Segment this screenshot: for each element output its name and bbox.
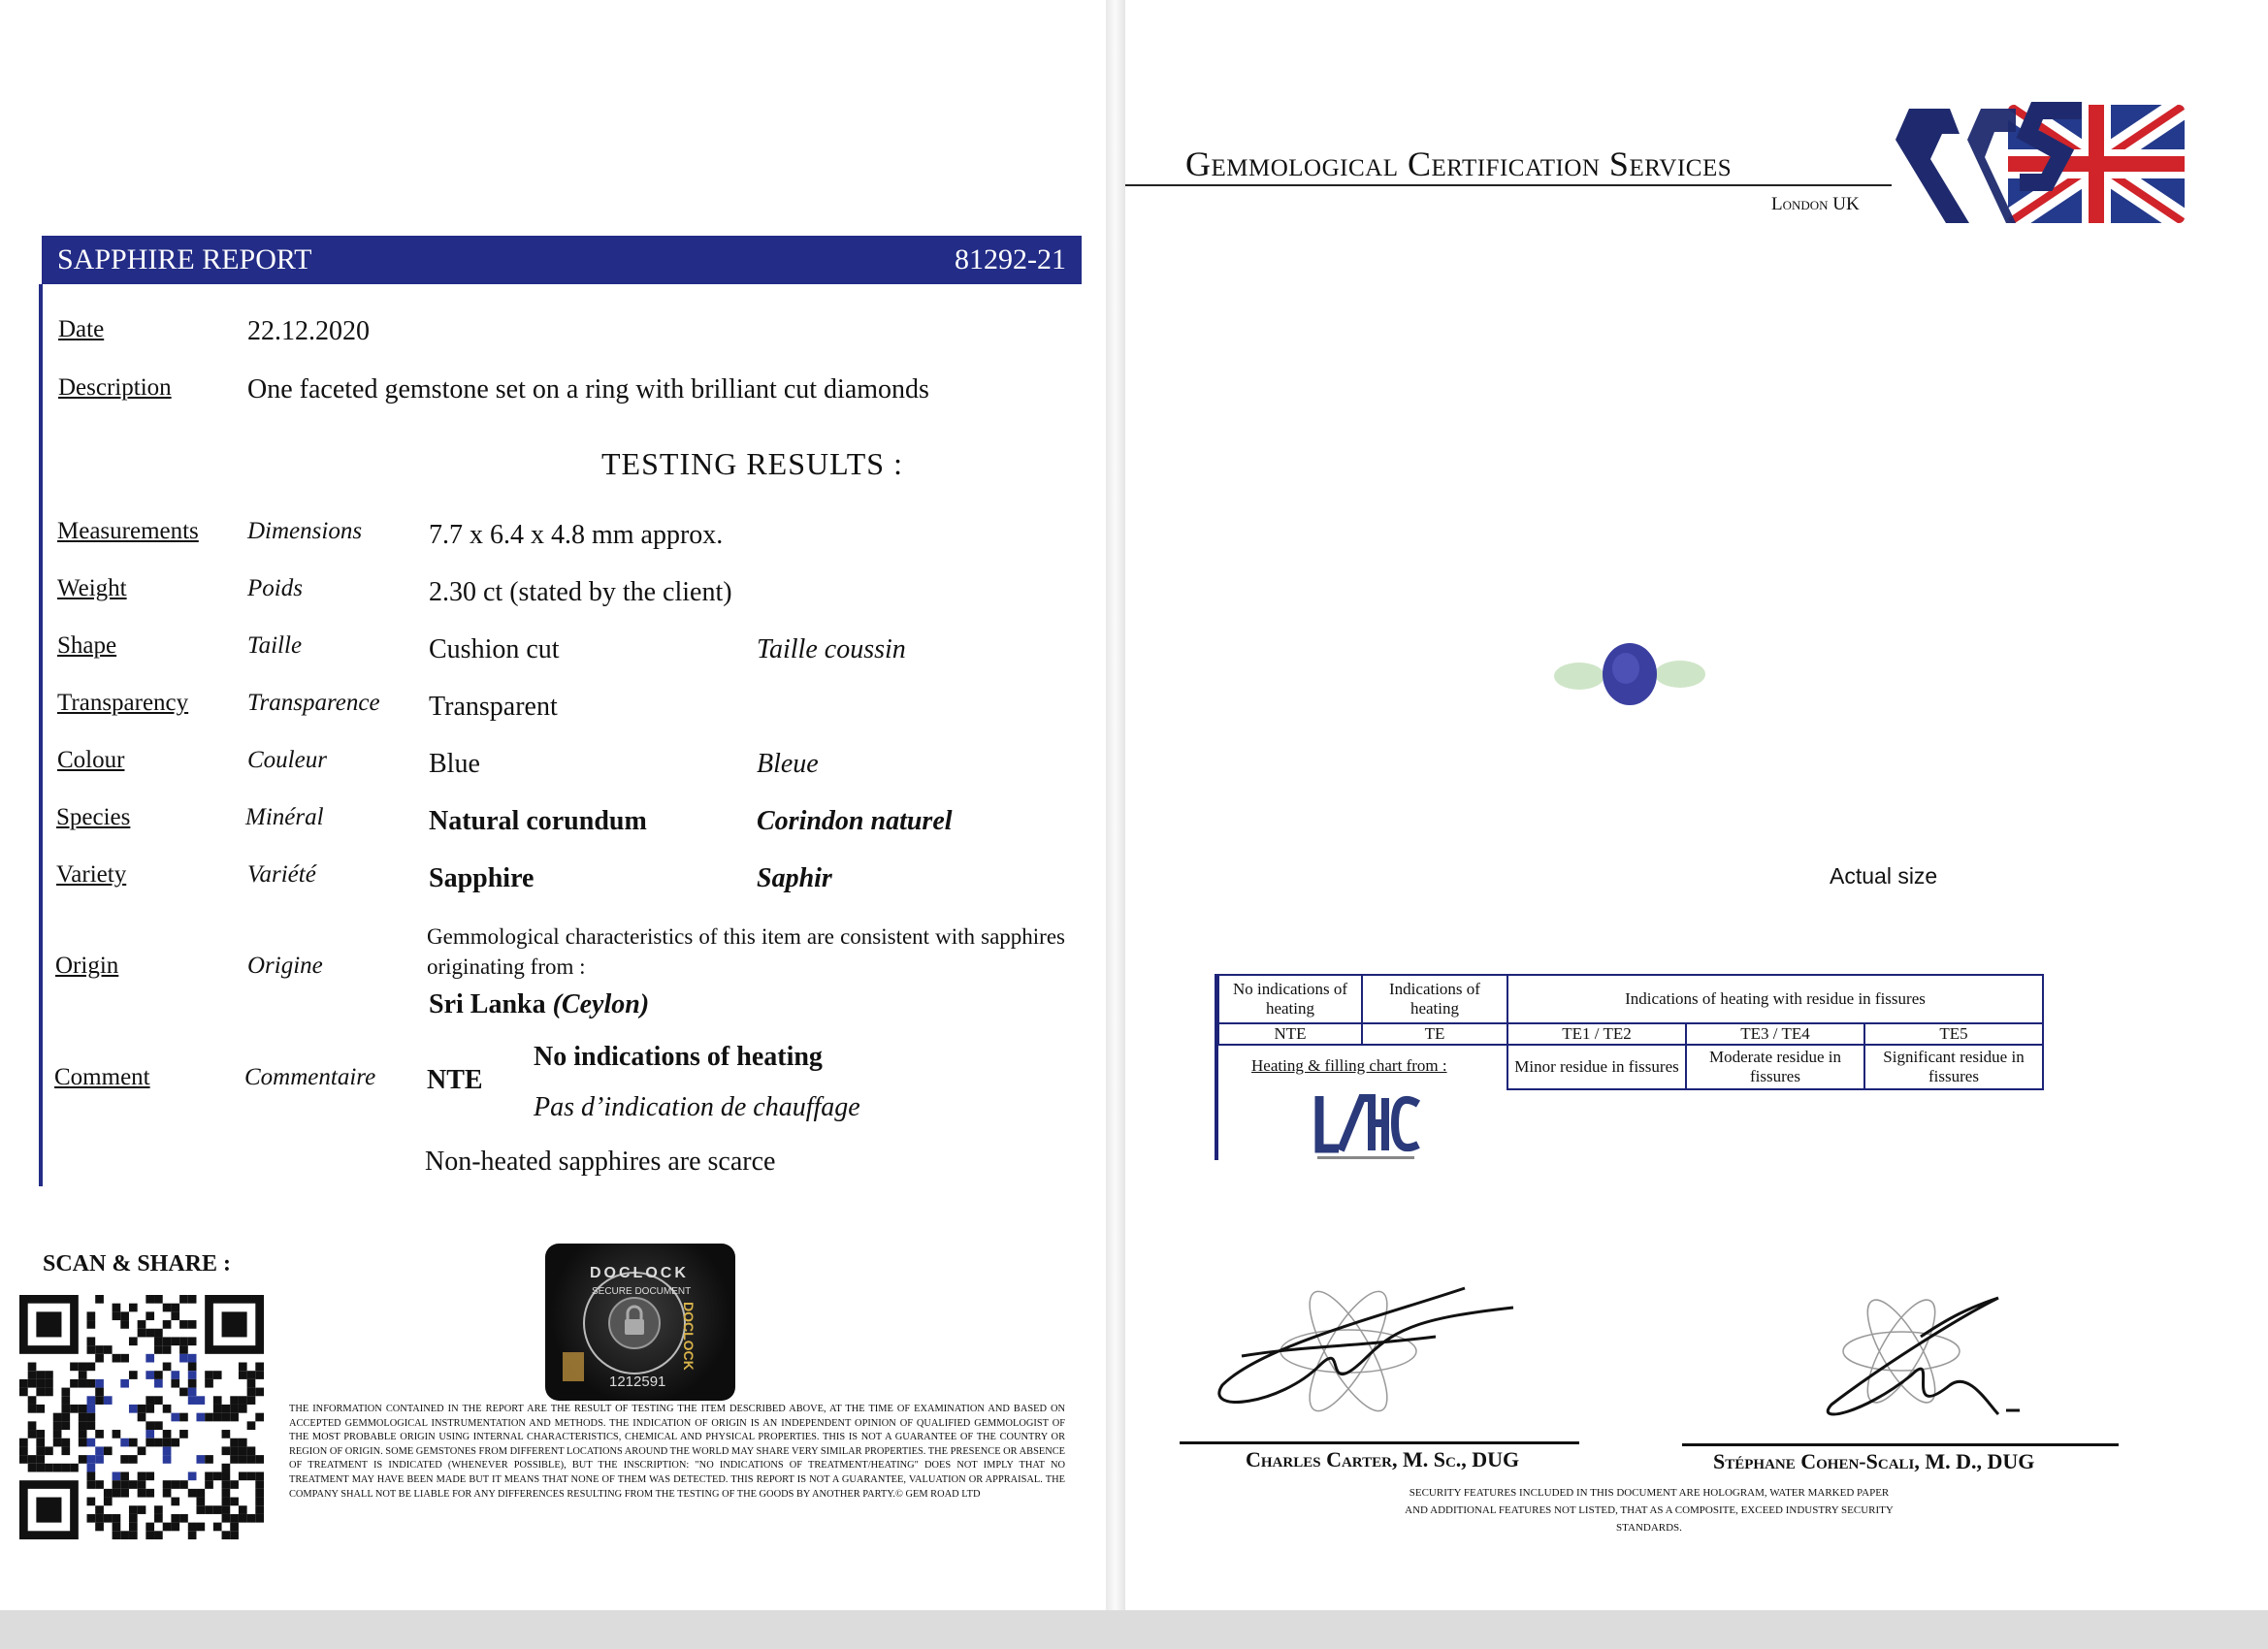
heat-header-residue: Indications of heating with residue in fissures [1507,975,2043,1023]
heating-chart-from: Heating & filling chart from : [1251,1056,1447,1075]
measurements-fr: Dimensions [247,518,363,544]
heat-desc-minor: Minor residue in fissures [1507,1045,1686,1089]
variety-value-fr: Saphir [757,863,832,893]
heat-header-te: Indications of heating [1362,975,1507,1023]
origin-alt-name: (Ceylon) [552,989,650,1019]
seal-brand: DOCLOCK [590,1265,689,1281]
shape-label: Shape [57,632,117,659]
report-left-rule [39,284,43,1186]
shape-value: Cushion cut [429,634,560,664]
doclock-seal [545,1244,735,1401]
transparency-fr: Transparence [247,690,380,716]
weight-label: Weight [57,575,127,601]
comment-label: Comment [54,1064,150,1090]
variety-label: Variety [56,861,127,888]
seal-serial: 1212591 [609,1374,666,1390]
gemstone-photo [1552,635,1707,713]
transparency-label: Transparency [57,690,189,716]
heat-code-te5: TE5 [1864,1023,2043,1045]
weight-fr: Poids [247,575,303,601]
comment-fr: Commentaire [244,1064,376,1090]
colour-value: Blue [429,749,480,779]
date-label: Date [58,316,105,342]
report-header-bar [42,236,1082,284]
species-value: Natural corundum [429,806,647,836]
report-title: SAPPHIRE REPORT [57,243,312,275]
disclaimer: THE INFORMATION CONTAINED IN THE REPORT ARE THE RESULT OF TESTING THE ITEM DESCRIBED ABOVE, AT THE TIME OF EXAMINATION AND BASED ON ACCEPTED GEMMOLOGICAL INSTRUMENTATION AND METHODS. THE INDICATION OF ORIGIN IS AN INDEPENDENT OPINION OF QUALIFIED GEMMOLOGIST OF THE MOST PROBABLE ORIGIN USING INTERNAL CHARACTERISTICS, CHEMICAL AND PHYSICAL PROPERTIES. THIS IS NOT A GUARANTEE OF THE COUNTRY OR REGION OF ORIGIN. SOME GEMSTONES FROM DIFFERENT LOCATIONS AROUND THE WORLD MAY SHARE VERY SIMILAR PROPERTIES. THE PRESENCE OR ABSENCE OF TREATMENT IS INDICATED (WHENEVER POSSIBLE), BUT THE INSCRIPTION: "NO INDICATIONS OF TREATMENT/HEATING" DOES NOT IMPLY THAT NO TREATMENT MAY HAVE BEEN MADE BUT IT MEANS THAT NONE OF THEM WAS DETECTED. THIS REPORT IS NOT A GUARANTEE, VALUATION OR APPRAISAL. THE COMPANY SHALL NOT BE LIABLE FOR ANY DIFFERENCES RESULTING FROM THE TESTING OF THE GOODS BY ANOTHER PARTY.© GEM ROAD LTD [289,1404,1065,1500]
description-label: Description [58,374,172,401]
company-location: London UK [1771,194,1860,214]
species-fr: Minéral [245,804,324,830]
seal-text: SECURE DOCUMENT [592,1286,692,1297]
colour-value-fr: Bleue [757,749,819,779]
heat-code-te: TE [1362,1023,1507,1045]
signature-carter [1203,1278,1523,1424]
heat-header-nte: No indications of heating [1218,975,1362,1023]
qr-code[interactable] [19,1295,264,1539]
page-fold [1106,0,1125,1649]
seal-side: DOCLOCK [681,1302,697,1371]
colour-label: Colour [57,747,125,773]
gcs-logo [1892,101,2188,227]
heat-code-te3-te4: TE3 / TE4 [1686,1023,1864,1045]
measurements-value: 7.7 x 6.4 x 4.8 mm approx. [429,520,724,550]
measurements-label: Measurements [57,518,199,544]
description-value: One faceted gemstone set on a ring with brilliant cut diamonds [247,374,929,404]
scan-share-label: SCAN & SHARE : [43,1251,232,1277]
heat-code-te1-te2: TE1 / TE2 [1507,1023,1686,1045]
transparency-value: Transparent [429,692,558,722]
testing-results-heading: TESTING RESULTS : [601,446,903,481]
species-label: Species [56,804,131,830]
weight-value: 2.30 ct (stated by the client) [429,577,732,607]
lhc-logo [1312,1090,1420,1162]
origin-country [429,989,649,1020]
shape-value-fr: Taille coussin [757,634,906,664]
variety-fr: Variété [247,861,316,888]
company-name: Gemmological Certification Services [1185,145,1733,183]
heat-code-nte: NTE [1218,1023,1362,1045]
species-value-fr: Corindon naturel [757,806,953,836]
shape-fr: Taille [247,632,303,659]
signature-cohen-scali [1804,1278,2037,1434]
actual-size-label: Actual size [1830,863,1938,889]
signer-cohen-scali: Stéphane Cohen-Scali, M. D., DUG [1713,1449,2035,1473]
origin-label: Origin [55,953,119,979]
origin-country-name: Sri Lanka [429,989,546,1019]
date-value: 22.12.2020 [247,316,370,346]
heat-desc-moderate: Moderate residue in fissures [1686,1045,1864,1089]
origin-fr: Origine [247,953,323,979]
heat-desc-significant: Significant residue in fissures [1864,1045,2043,1089]
scanner-edge [0,1610,2268,1649]
colour-fr: Couleur [247,747,327,773]
signer-carter: Charles Carter, M. Sc., DUG [1246,1447,1520,1471]
comment-code: NTE [427,1065,483,1095]
signature-rule-cohen-scali [1682,1443,2119,1446]
signature-rule-carter [1180,1441,1579,1444]
company-rule [1125,184,1892,186]
security-note: SECURITY FEATURES INCLUDED IN THIS DOCUMENT ARE HOLOGRAM, WATER MARKED PAPER AND ADDITIONAL FEATURES NOT LISTED, THAT AS A COMPOSITE, EXCEED INDUSTRY SECURITY STANDARDS. [1405,1487,1894,1534]
comment-en: No indications of heating [534,1042,823,1072]
report-number: 81292-21 [955,243,1066,275]
variety-value: Sapphire [429,863,535,893]
comment-fr-text: Pas d’indication de chauffage [534,1092,860,1122]
origin-text: Gemmological characteristics of this item are consistent with sapphires originating from : [427,924,1065,979]
non-heated-note: Non-heated sapphires are scarce [425,1147,776,1177]
